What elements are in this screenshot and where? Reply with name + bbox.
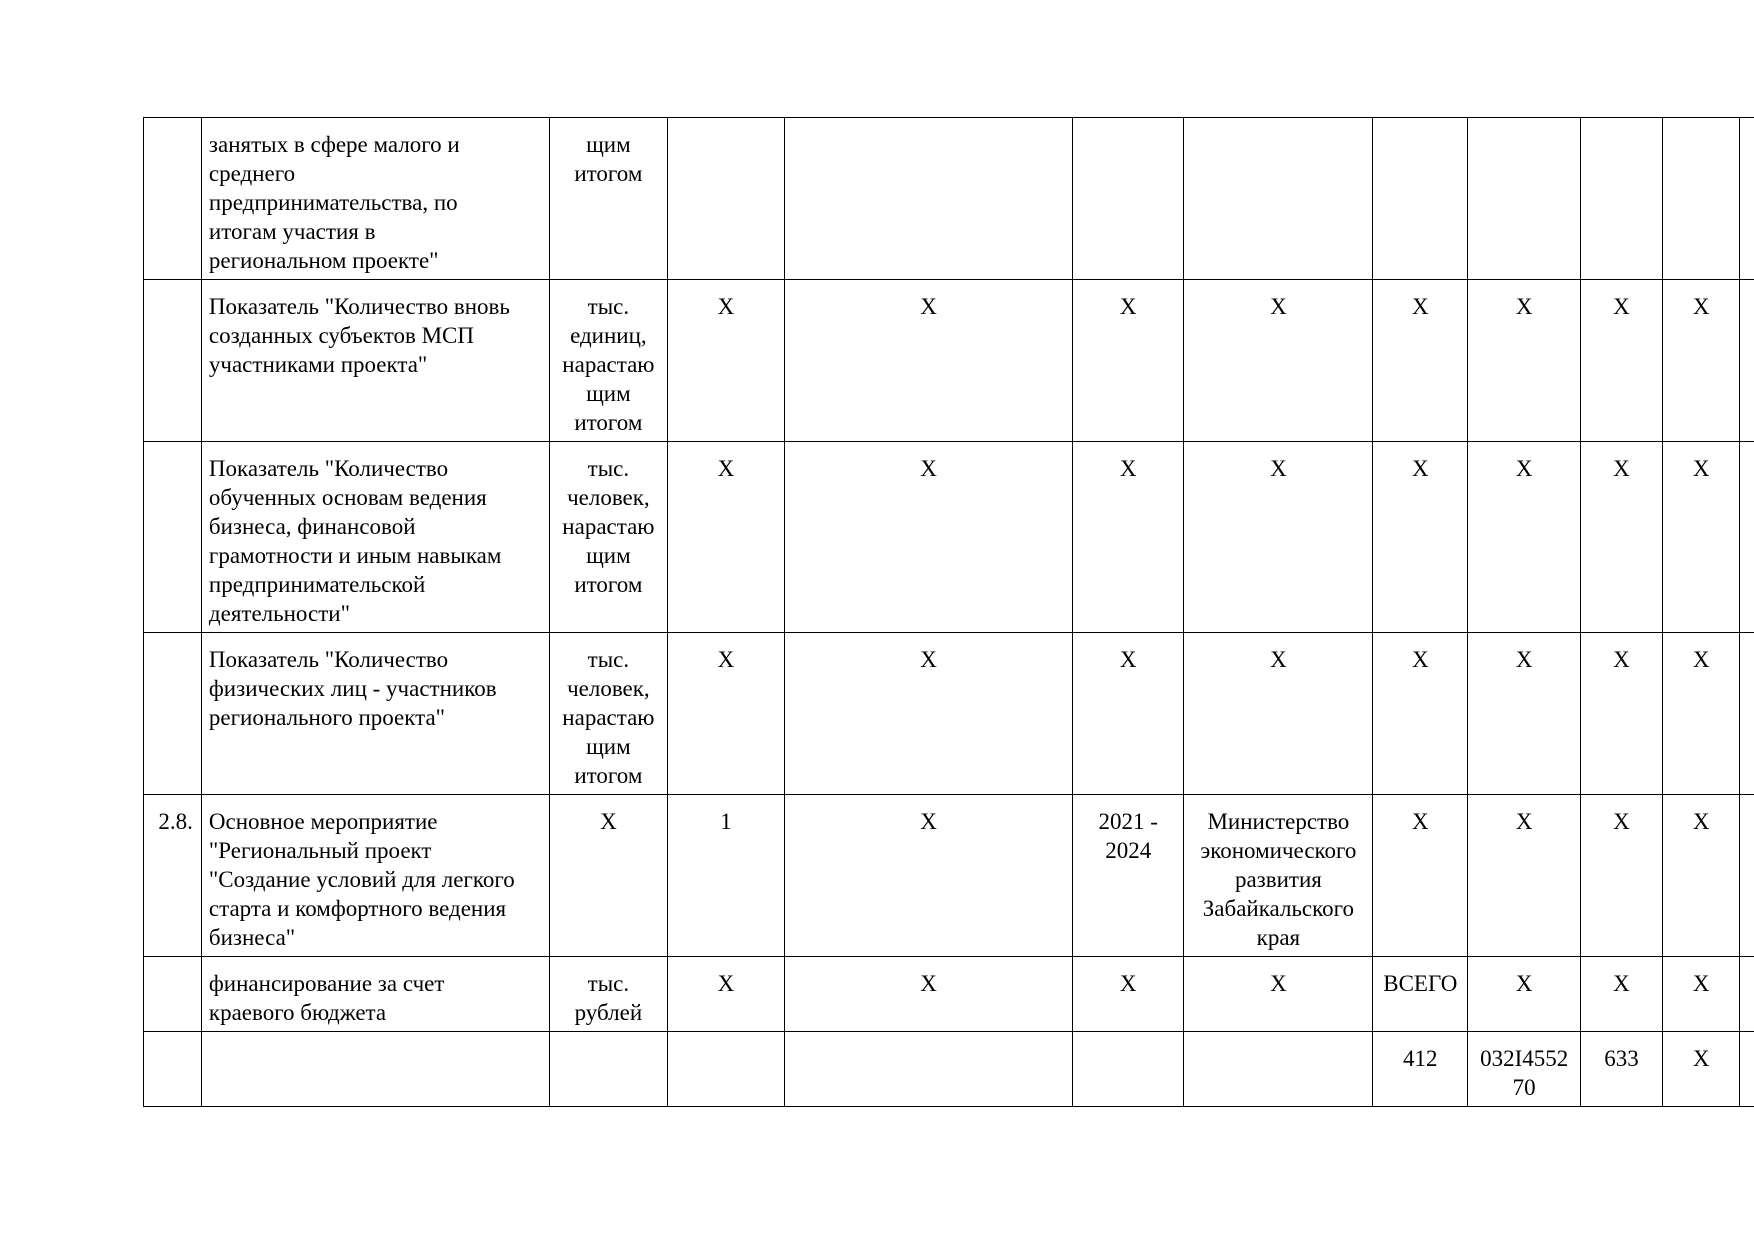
cell: 633 xyxy=(1581,1032,1663,1107)
cell: X xyxy=(667,957,784,1032)
cell: X xyxy=(1373,633,1468,795)
row-unit: тыс. единиц, нарастаю щим итогом xyxy=(549,280,667,442)
cell: 412 xyxy=(1373,1032,1468,1107)
row-number xyxy=(144,280,202,442)
row-unit: тыс. рублей xyxy=(549,957,667,1032)
cell xyxy=(1072,118,1184,280)
cut-cell xyxy=(1740,633,1754,795)
cell: X xyxy=(1468,957,1581,1032)
cut-cell xyxy=(1740,280,1754,442)
table-row xyxy=(144,795,1754,957)
cell: X xyxy=(1373,280,1468,442)
cut-cell xyxy=(1740,957,1754,1032)
cut-cell xyxy=(1740,118,1754,280)
cell xyxy=(1184,118,1373,280)
cell: X xyxy=(1662,633,1740,795)
table-row xyxy=(144,442,1754,633)
cell xyxy=(1072,1032,1184,1107)
cell: X xyxy=(1662,442,1740,633)
cell: X xyxy=(1468,442,1581,633)
cell: X xyxy=(1373,442,1468,633)
cut-cell xyxy=(1740,1032,1754,1107)
cell: Министерство экономического развития Забайкальского края xyxy=(1184,795,1373,957)
row-name: Показатель "Количество обученных основам ведения бизнеса, финансовой грамотности и иным навыкам предпринимательской деятельности" xyxy=(201,442,549,633)
cell: X xyxy=(1581,442,1663,633)
cell: X xyxy=(1468,280,1581,442)
cell xyxy=(667,118,784,280)
cell: X xyxy=(1184,633,1373,795)
cell: X xyxy=(1184,280,1373,442)
cell: X xyxy=(1072,633,1184,795)
cell: X xyxy=(785,957,1073,1032)
cell: X xyxy=(667,633,784,795)
cell: ВСЕГО xyxy=(1373,957,1468,1032)
cell xyxy=(667,1032,784,1107)
row-name: финансирование за счет краевого бюджета xyxy=(201,957,549,1032)
cell xyxy=(1184,1032,1373,1107)
row-unit xyxy=(549,1032,667,1107)
row-unit: тыс. человек, нарастаю щим итогом xyxy=(549,442,667,633)
cell: X xyxy=(1072,442,1184,633)
cell: X xyxy=(667,280,784,442)
table-row xyxy=(144,118,1754,280)
row-name xyxy=(201,1032,549,1107)
table-row xyxy=(144,1032,1754,1107)
cell xyxy=(785,118,1073,280)
table-row xyxy=(144,957,1754,1032)
cell: X xyxy=(1373,795,1468,957)
cell: X xyxy=(1581,795,1663,957)
cell xyxy=(1373,118,1468,280)
row-name: Основное мероприятие "Региональный проект "Создание условий для легкого старта и комфортного ведения бизнеса" xyxy=(201,795,549,957)
cell xyxy=(785,1032,1073,1107)
table-row xyxy=(144,633,1754,795)
cell: X xyxy=(1072,280,1184,442)
cell xyxy=(1662,118,1740,280)
cell: X xyxy=(785,633,1073,795)
cell: 2021 - 2024 xyxy=(1072,795,1184,957)
cut-cell xyxy=(1740,795,1754,957)
row-unit: тыс. человек, нарастаю щим итогом xyxy=(549,633,667,795)
row-number xyxy=(144,118,202,280)
cell: X xyxy=(785,442,1073,633)
cell: X xyxy=(1662,280,1740,442)
cell: X xyxy=(667,442,784,633)
row-number xyxy=(144,957,202,1032)
table-row xyxy=(144,280,1754,442)
cell xyxy=(1468,118,1581,280)
cell: X xyxy=(1662,1032,1740,1107)
row-name: занятых в сфере малого и среднего предпринимательства, по итогам участия в региональном проекте" xyxy=(201,118,549,280)
row-number xyxy=(144,442,202,633)
cell: X xyxy=(1184,957,1373,1032)
cell: X xyxy=(1581,633,1663,795)
row-unit: щим итогом xyxy=(549,118,667,280)
cell: 1 xyxy=(667,795,784,957)
cell: X xyxy=(785,795,1073,957)
cell: X xyxy=(785,280,1073,442)
cell: X xyxy=(1468,795,1581,957)
cell: X xyxy=(1468,633,1581,795)
cell: X xyxy=(1184,442,1373,633)
cut-cell xyxy=(1740,442,1754,633)
cell: X xyxy=(1662,957,1740,1032)
row-number xyxy=(144,1032,202,1107)
cell: 032I4552 70 xyxy=(1468,1032,1581,1107)
row-name: Показатель "Количество физических лиц - участников регионального проекта" xyxy=(201,633,549,795)
row-number: 2.8. xyxy=(144,795,202,957)
row-number xyxy=(144,633,202,795)
cell xyxy=(1581,118,1663,280)
cell: X xyxy=(1662,795,1740,957)
program-table xyxy=(143,117,1754,1107)
cell: X xyxy=(1581,957,1663,1032)
row-name: Показатель "Количество вновь созданных субъектов МСП участниками проекта" xyxy=(201,280,549,442)
cell: X xyxy=(1072,957,1184,1032)
cell: X xyxy=(1581,280,1663,442)
row-unit: X xyxy=(549,795,667,957)
